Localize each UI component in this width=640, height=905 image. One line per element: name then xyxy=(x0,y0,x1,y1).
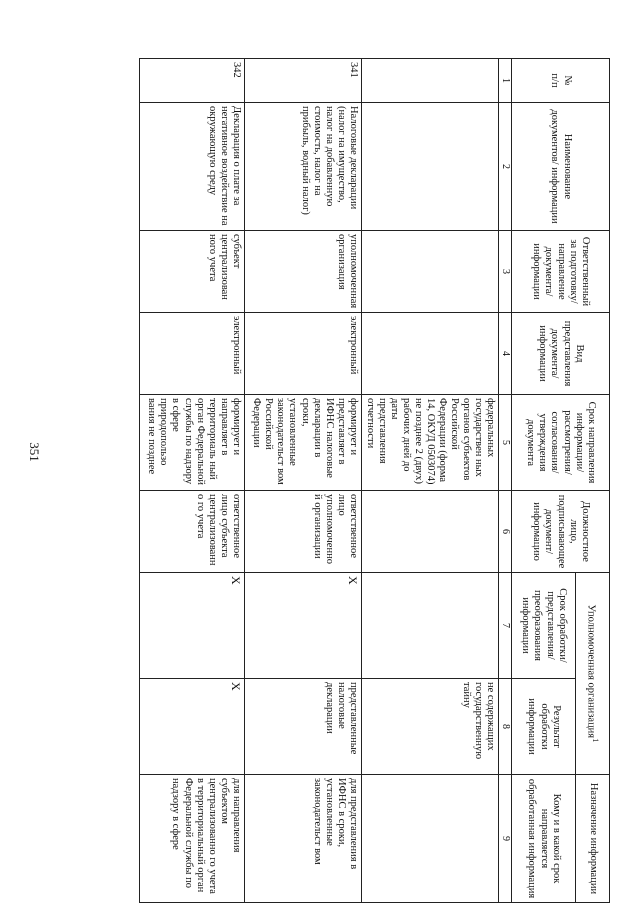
column-number: 5 xyxy=(499,395,512,491)
header-org-footnote: 1 xyxy=(590,738,601,743)
cell-processing-term: X xyxy=(139,573,244,679)
page-number: 351 xyxy=(27,442,42,462)
cell-kind: электронный xyxy=(244,313,361,395)
cell-kind xyxy=(361,313,499,395)
header-num: № п/п xyxy=(512,59,610,103)
column-number: 2 xyxy=(499,103,512,231)
column-number: 3 xyxy=(499,231,512,313)
header-deadline: Срок направления информации/ рассмотрения/ согласования/ утверждения документа xyxy=(512,395,610,491)
cell-num xyxy=(361,59,499,103)
header-result: Результат обработки информации xyxy=(512,679,576,775)
cell-recipient: для представления в ИФНС в сроки, установленные законодательст вом xyxy=(244,775,361,903)
header-org-group-label: Уполномоченная организация xyxy=(585,604,597,739)
cell-processing-term: X xyxy=(244,573,361,679)
column-number: 9 xyxy=(499,775,512,903)
column-number: 8 xyxy=(499,679,512,775)
column-number: 6 xyxy=(499,491,512,573)
table-row xyxy=(139,59,244,903)
cell-responsible: субъект централизован ного учета xyxy=(139,231,244,313)
cell-official xyxy=(361,491,499,573)
table-row xyxy=(361,59,499,903)
column-number-row xyxy=(499,59,512,903)
header-purpose-group: Назначение информации xyxy=(576,775,610,903)
data-table xyxy=(139,58,610,903)
header-responsible: Ответственный за подготовку/ направление документа/ информации xyxy=(512,231,610,313)
cell-deadline: федеральных государствен ных органов субъектов Российской Федерации (форма 14, ОКУД 0503074) не позднее 2 (двух) рабочих дней до даты представления отчетности xyxy=(361,395,499,491)
cell-name: Налоговые декларации (налог на имущество, налог на добавленную стоимость, налог на прибыль, водный налог) xyxy=(244,103,361,231)
cell-deadline: формирует и представляет в ИФНС налоговые декларации в сроки, установленные законодательст вом Российской Федерации xyxy=(244,395,361,491)
header-processing-term: Срок обработки/ представления/ преобразования информации xyxy=(512,573,576,679)
cell-name xyxy=(361,103,499,231)
table-header xyxy=(512,59,610,903)
cell-recipient: для направления субъектом централизованно го учета в территориальный орган Федеральной службы по надзору в сфере xyxy=(139,775,244,903)
cell-num: 341 xyxy=(244,59,361,103)
header-org-group xyxy=(576,573,610,775)
cell-processing-term xyxy=(361,573,499,679)
column-number: 4 xyxy=(499,313,512,395)
cell-official: ответственное лицо уполномоченной организации xyxy=(244,491,361,573)
table-row xyxy=(244,59,361,903)
header-name: Наименование документов/ информации xyxy=(512,103,610,231)
cell-recipient xyxy=(361,775,499,903)
header-kind: Вид представления документа/ информации xyxy=(512,313,610,395)
cell-result: представленные налоговые декларации xyxy=(244,679,361,775)
cell-result: не содержащих государственную тайну xyxy=(361,679,499,775)
column-number: 1 xyxy=(499,59,512,103)
cell-num: 342 xyxy=(139,59,244,103)
cell-official: ответственное лицо субъекта централизованно го учета xyxy=(139,491,244,573)
cell-name: Декларация о плате за негативное воздействие на окружающую среду xyxy=(139,103,244,231)
cell-deadline: формирует и направляет в территориаль ный орган Федеральной службы по надзору в сфере природопользо вания не позднее xyxy=(139,395,244,491)
column-number: 7 xyxy=(499,573,512,679)
header-official: Должностное лицо, подписывающее документ/ информацию xyxy=(512,491,610,573)
cell-result: X xyxy=(139,679,244,775)
cell-responsible xyxy=(361,231,499,313)
header-recipient: Кому и в какой срок направляется обработанная информация xyxy=(512,775,576,903)
rotated-table-container xyxy=(50,58,610,902)
cell-responsible: уполномоченная организация xyxy=(244,231,361,313)
cell-kind: электронный xyxy=(139,313,244,395)
